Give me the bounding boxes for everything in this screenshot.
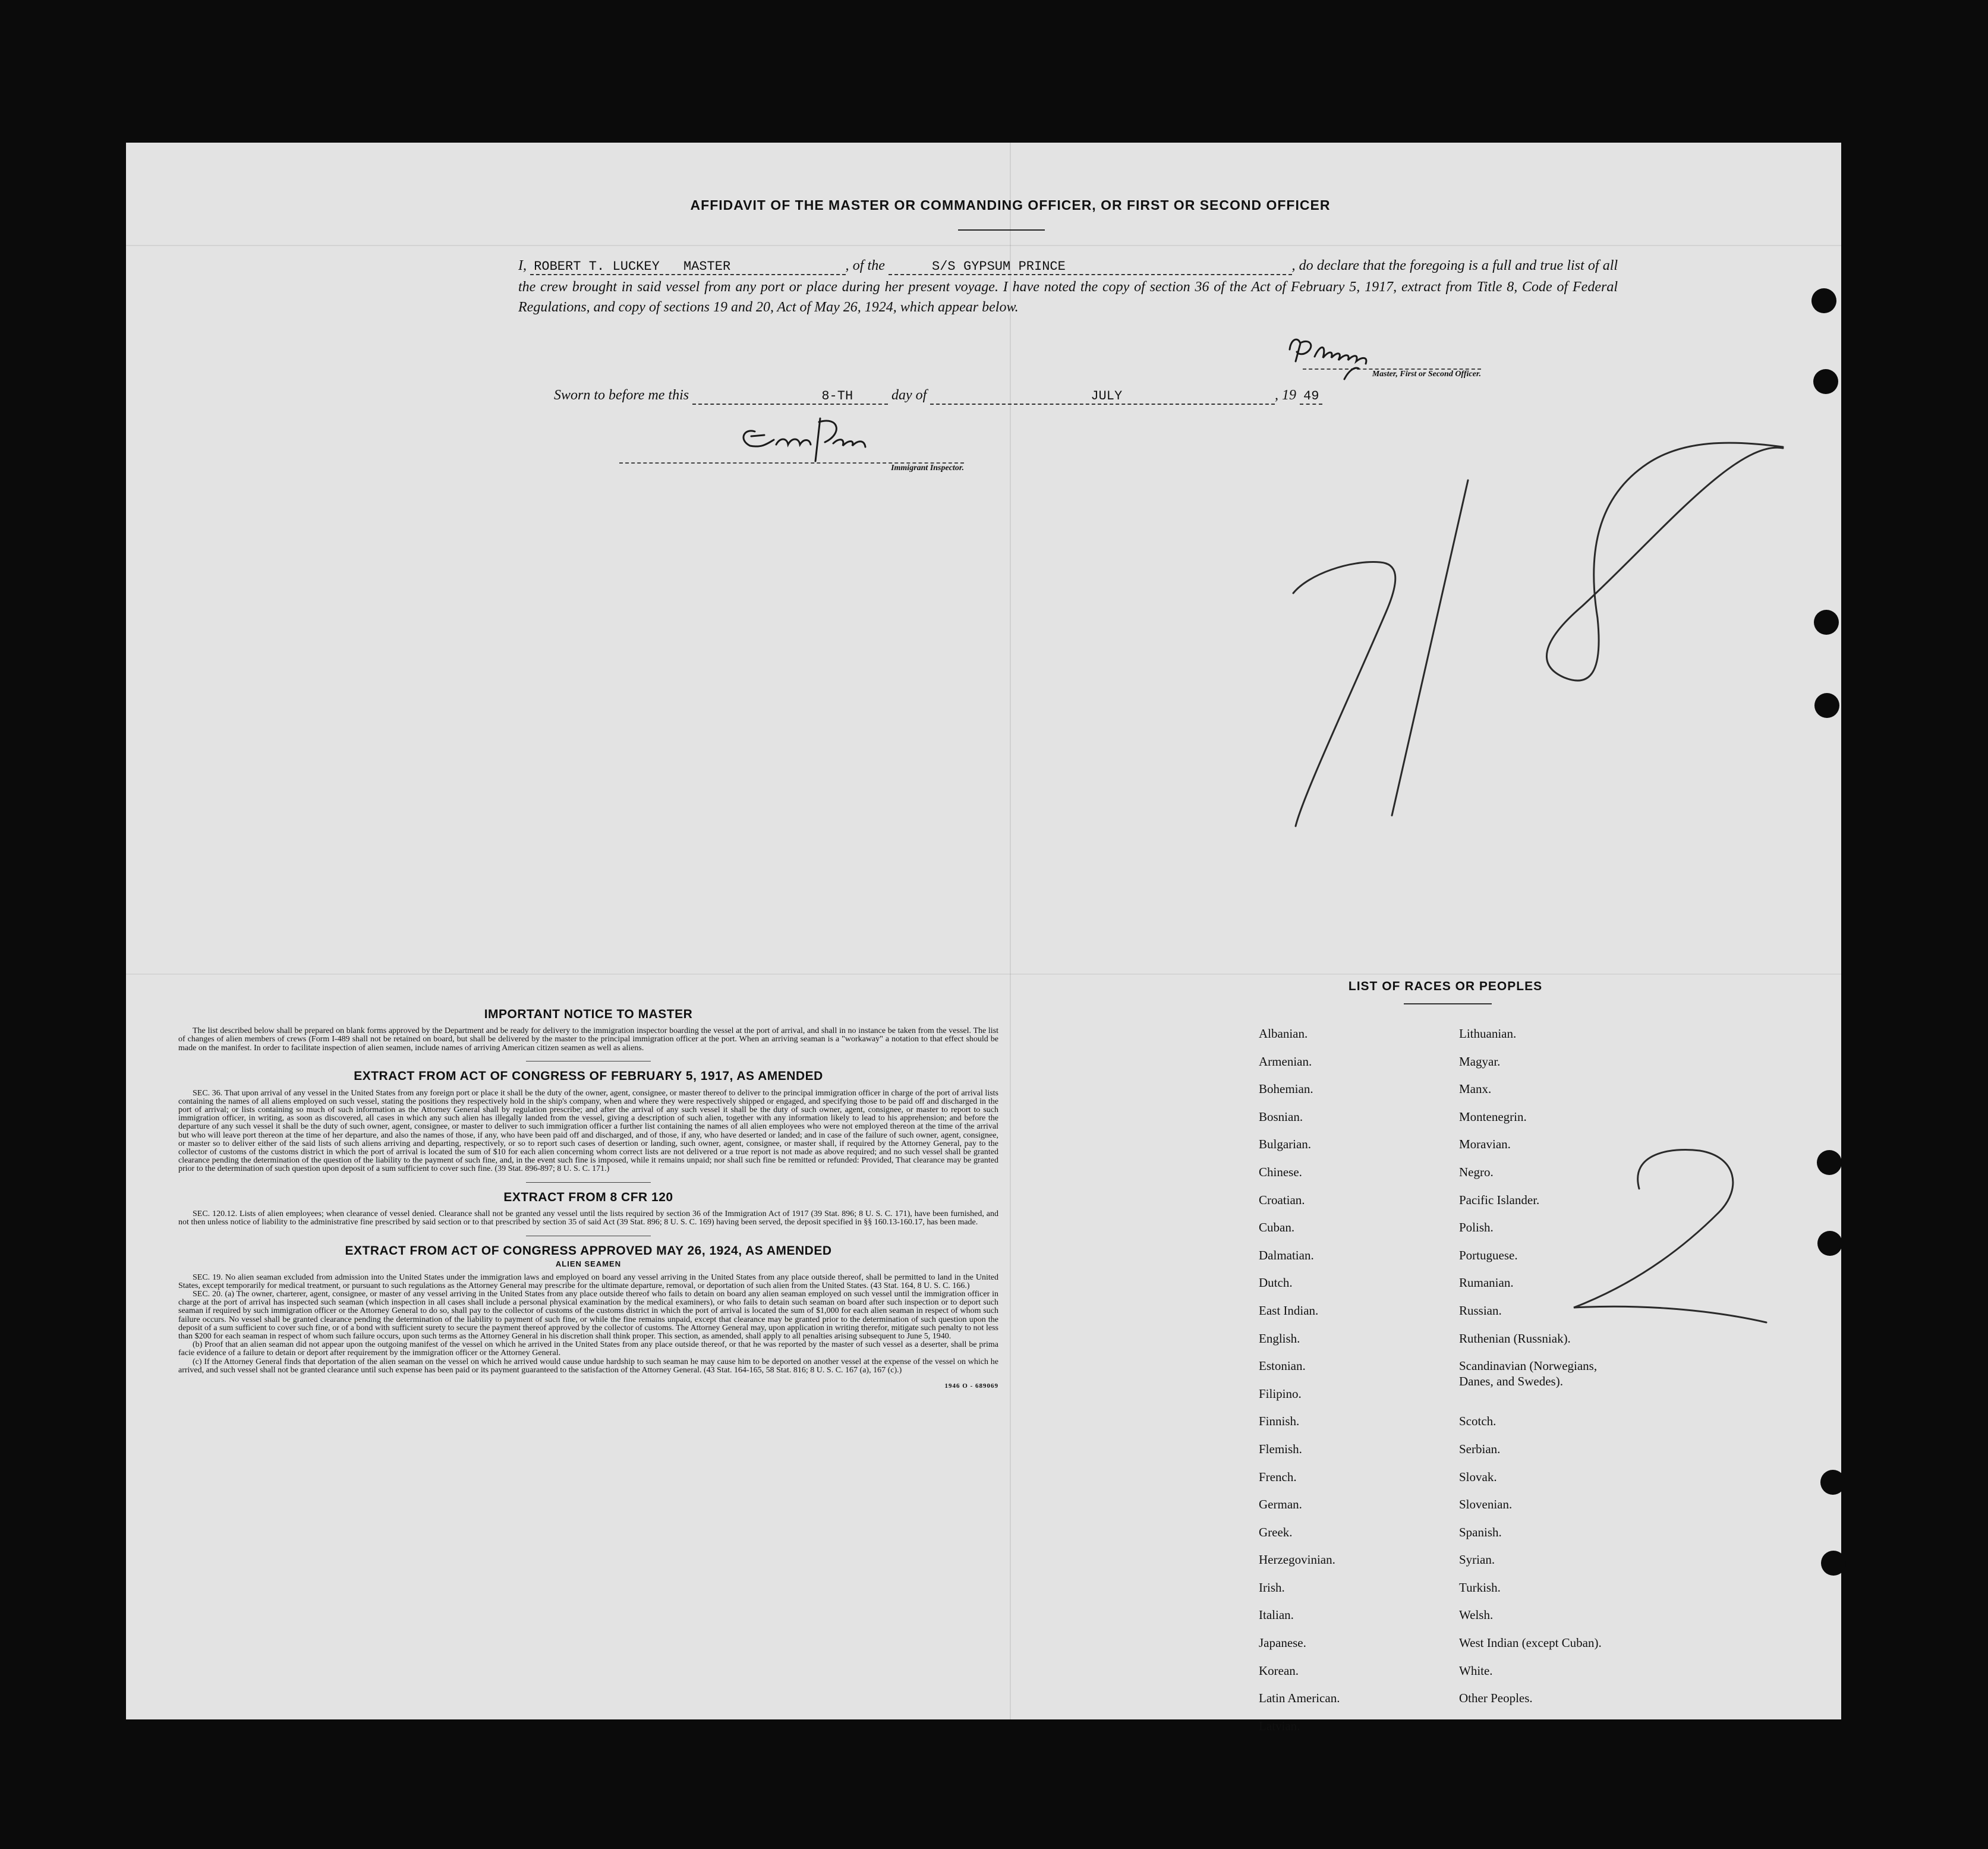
race-item: Japanese. bbox=[1259, 1636, 1306, 1650]
race-item: Spanish. bbox=[1459, 1524, 1502, 1539]
race-item: Irish. bbox=[1259, 1580, 1285, 1595]
race-item: Armenian. bbox=[1259, 1054, 1312, 1069]
section2-text: SEC. 120.12. Lists of alien employees; when clearance of vessel denied. Clearance shall not be granted any vessel until the lists required by section 36 of the Immigration Act of 1917 (39 Stat. 896; 8 U. S. C. 171), have been furnished, and not then unless notice of liability to the administrative fine prescribed by said section or to that prescribed by section 35 of said Act (39 Stat. 896; 8 U. S. C. 169) having been served, the deposit specified in §§ 160.13-160.17, has been made. bbox=[178, 1209, 998, 1227]
race-item: Albanian. bbox=[1259, 1026, 1308, 1041]
i-label: I, bbox=[518, 258, 527, 273]
races-column-1 bbox=[1259, 1026, 1340, 1746]
section1-title: EXTRACT FROM ACT OF CONGRESS OF FEBRUARY 5, 1917, AS AMENDED bbox=[354, 1069, 823, 1083]
race-item: Manx. bbox=[1459, 1082, 1492, 1097]
races-title: LIST OF RACES OR PEOPLES bbox=[1348, 979, 1543, 993]
race-item bbox=[1459, 1386, 1602, 1414]
race-item: Welsh. bbox=[1459, 1608, 1494, 1623]
race-item: French. bbox=[1259, 1469, 1297, 1484]
race-item: Lithuanian. bbox=[1459, 1026, 1517, 1041]
race-item: English. bbox=[1259, 1331, 1300, 1346]
notice-intro: The list described below shall be prepared on blank forms approved by the Department and be ready for delivery to the immigration inspector boarding the vessel at the port of arrival, and shall in no instance be taken from the vessel. The list of changes of alien members of crews (Form I-489 shall not be retained on board, but shall be delivered by the master to the principal immigration officer at the port. When an arriving seaman is a "workaway" a notation to that effect should be made on the manifest. In order to facilitate inspection of alien seamen, include names of arriving American citizen seamen as well as aliens. bbox=[178, 1026, 998, 1053]
race-item: Montenegrin. bbox=[1459, 1109, 1527, 1124]
race-item: Estonian. bbox=[1259, 1359, 1306, 1374]
race-item: Portuguese. bbox=[1459, 1248, 1518, 1262]
race-item: Herzegovinian. bbox=[1259, 1552, 1335, 1567]
race-item: Polish. bbox=[1459, 1220, 1494, 1235]
race-item: German. bbox=[1259, 1497, 1302, 1512]
notice-separator bbox=[526, 1061, 651, 1062]
race-item: Turkish. bbox=[1459, 1580, 1501, 1595]
punch-hole bbox=[1814, 610, 1839, 635]
top-rule bbox=[126, 245, 1841, 246]
officer-name: ROBERT T. LUCKEY MASTER bbox=[530, 259, 845, 275]
section3-paragraph-4: (c) If the Attorney General finds that deportation of the alien seaman on the vessel on which he arrived would cause undue hardship to such seaman he may cause him to be deported on another vessel at the expense of the vessel on which he arrived, and such vessel shall not be granted clearance until such expense has been paid or its payment guaranteed to the satisfaction of the Attorney General. (43 Stat. 164-165, 58 Stat. 816; 8 U. S. C. 167 (a), 167 (c).) bbox=[178, 1357, 998, 1375]
race-item: Ruthenian (Russniak). bbox=[1459, 1331, 1571, 1346]
race-item: East Indian. bbox=[1259, 1303, 1319, 1318]
punch-hole bbox=[1813, 369, 1838, 394]
race-item: Magyar. bbox=[1459, 1054, 1501, 1069]
punch-hole bbox=[1817, 1231, 1842, 1256]
race-item: Negro. bbox=[1459, 1164, 1494, 1179]
race-item: Chinese. bbox=[1259, 1164, 1302, 1179]
section3-paragraph-3: (b) Proof that an alien seaman did not appear upon the outgoing manifest of the vessel on which he arrived in the United States from any place outside thereof, or that he was reported by the master of such vessel as a deserter, shall be prima facie evidence of a failure to detain or deport after requirement by the immigration officer or the Attorney General. bbox=[178, 1340, 998, 1358]
race-item: White. bbox=[1459, 1663, 1493, 1678]
race-item: Dutch. bbox=[1259, 1275, 1293, 1290]
of-the-label: , of the bbox=[845, 258, 885, 273]
race-item: Flemish. bbox=[1259, 1441, 1302, 1456]
punch-hole bbox=[1820, 1470, 1845, 1495]
print-code: 1946 O - 689069 bbox=[944, 1382, 998, 1390]
race-item: Korean. bbox=[1259, 1663, 1299, 1678]
race-item: Slovak. bbox=[1459, 1469, 1497, 1484]
sworn-month: JULY bbox=[930, 389, 1275, 405]
inspector-caption: Immigrant Inspector. bbox=[891, 464, 964, 473]
master-caption: Master, First or Second Officer. bbox=[1372, 370, 1481, 379]
races-underline bbox=[1404, 1003, 1492, 1004]
race-item: Latvian. bbox=[1259, 1718, 1300, 1733]
sworn-day: 8-TH bbox=[692, 389, 888, 405]
section2-title: EXTRACT FROM 8 CFR 120 bbox=[503, 1190, 673, 1205]
race-item: Russian. bbox=[1459, 1303, 1502, 1318]
race-item: Serbian. bbox=[1459, 1441, 1501, 1456]
section3-paragraph-1: SEC. 19. No alien seaman excluded from admission into the United States under the immigration laws and employed on board any vessel arriving in the United States from any place outside thereof, shall be permitted to land in the United States, except temporarily for medical treatment, or pursuant to such regulations as the Attorney General may prescribe for the ultimate departure, removal, or deportation of such alien from the United States. (43 Stat. 164, 8 U. S. C. 166.) bbox=[178, 1272, 998, 1290]
section3-title: EXTRACT FROM ACT OF CONGRESS APPROVED MAY 26, 1924, AS AMENDED bbox=[345, 1244, 832, 1258]
race-item: Other Peoples. bbox=[1459, 1691, 1533, 1706]
race-item: Bohemian. bbox=[1259, 1082, 1313, 1097]
inspector-signature-block bbox=[619, 434, 964, 473]
notice-title: IMPORTANT NOTICE TO MASTER bbox=[484, 1007, 693, 1021]
race-item: Latin American. bbox=[1259, 1691, 1340, 1706]
vertical-fold bbox=[1010, 143, 1011, 1719]
race-item: Slovenian. bbox=[1459, 1497, 1513, 1512]
section3-subtitle: ALIEN SEAMEN bbox=[555, 1259, 622, 1269]
punch-hole bbox=[1817, 1150, 1842, 1175]
year-suffix: 49 bbox=[1300, 389, 1322, 405]
section2-separator bbox=[526, 1236, 651, 1237]
section3-paragraph-2: SEC. 20. (a) The owner, charterer, agent, consignee, or master of any vessel arriving in the United States from any place outside thereof who fails to detain on board any alien seaman employed on such vessel until the immigration officer in charge at the port of arrival has inspected such seaman (which inspection in all cases shall include a personal physical examination by the medical examiners), or who fails to detain such seaman on board after such inspection or to deport such seaman if required by such immigration officer or the Attorney General to do so, shall pay to the collector of customs of the customs district in which the port of arrival is located the sum of $1,000 for each alien seaman in respect of whom such failure occurs. No vessel shall be granted clearance pending the determination of the liability to payment of such fine, or while the fine remains unpaid, except that clearance may be granted prior to the determination of such question upon the deposit of a sum sufficient to cover such fine, or of a bond with sufficient surety to secure the payment thereof approved by the collector of customs. The Attorney General may, upon application in writing therefor, mitigate such penalty to not less than $200 for each seaman in respect of whom such failure occurs, upon such terms as the Attorney General in his discretion shall think proper. This section, as amended, shall apply to all penalties arising subsequent to June 5, 1940. bbox=[178, 1289, 998, 1341]
punch-hole bbox=[1811, 288, 1836, 313]
race-item: Bosnian. bbox=[1259, 1109, 1303, 1124]
section1-separator bbox=[526, 1182, 651, 1183]
race-item: Moravian. bbox=[1459, 1137, 1511, 1152]
race-item: Rumanian. bbox=[1459, 1275, 1514, 1290]
race-item: Finnish. bbox=[1259, 1414, 1300, 1429]
section1-text: SEC. 36. That upon arrival of any vessel in the United States from any foreign port or place it shall be the duty of the owner, agent, consignee, or master thereof to deliver to the principal immigration officer in charge of the port of arrival lists containing the names of all aliens employed on such vessel, stating the positions they respectively hold in the ship's company, when and where they were respectively shipped or engaged, and specifying those to be paid off and discharged in the port of arrival; or lists containing so much of such information as the Attorney General shall by regulation prescribe; and after the arrival of any such vessel it shall be the duty of such owner, agent, consignee, or master to report to such immigration officer, in writing, as soon as discovered, all cases in which any such alien has illegally landed from the vessel, giving a description of such alien, together with any information likely to lead to his apprehension; and before the departure of any such vessel it shall be the duty of such owner, agent, consignee, or master to deliver to such immigration officer a further list containing the names of all alien employees who were not employed thereon at the time of the arrival but who will leave port thereon at the time of her departure, and also the names of those, if any, who have been paid off and discharged, and of those, if any, who have deserted or landed; and in case of the failure of such owner, agent, consignee, or master so to deliver either of the said lists of such aliens arriving and departing, respectively, or so to report such cases of desertion or landing, such owner, agent, consignee, or master shall, if required by the Attorney General, pay to the collector of customs of the customs district in which the port of arrival is located the sum of $10 for each alien concerning whom correct lists are not delivered or a true report is not made as above required; and no such vessel shall be granted clearance pending the determination of the question of the liability to the payment of such fine, and, in the event such fine is imposed, while it remains unpaid; nor shall such fine be remitted or refunded: Provided, That clearance may be granted prior to the determination of such question upon deposit of a sum sufficient to cover such fine. (39 Stat. 896-897; 8 U. S. C. 171.) bbox=[178, 1088, 998, 1174]
punch-hole bbox=[1814, 693, 1839, 718]
race-item: Pacific Islander. bbox=[1459, 1192, 1540, 1207]
race-item: Italian. bbox=[1259, 1608, 1294, 1623]
count-two-icon bbox=[1574, 1149, 1766, 1322]
race-item: Croatian. bbox=[1259, 1192, 1305, 1207]
day-of-label: day of bbox=[891, 388, 927, 403]
race-item: Cuban. bbox=[1259, 1220, 1295, 1235]
race-item: Syrian. bbox=[1459, 1552, 1495, 1567]
declaration-paragraph bbox=[518, 256, 1618, 317]
race-item: Scotch. bbox=[1459, 1414, 1496, 1429]
notice-to-master bbox=[178, 1007, 998, 1390]
fraction-seven-eight-icon bbox=[1293, 443, 1783, 826]
document-page bbox=[126, 143, 1841, 1733]
punch-hole bbox=[1821, 1551, 1846, 1576]
master-signature-block bbox=[1303, 339, 1481, 379]
horizontal-fold bbox=[126, 974, 1841, 975]
sworn-label: Sworn to before me this bbox=[554, 388, 689, 403]
race-item: Dalmatian. bbox=[1259, 1248, 1314, 1262]
race-item: West Indian (except Cuban). bbox=[1459, 1636, 1602, 1650]
affidavit-title: AFFIDAVIT OF THE MASTER OR COMMANDING OFFICER, OR FIRST OR SECOND OFFICER bbox=[690, 197, 1331, 213]
declaration-text: , do declare that the foregoing is a full and true list of all the crew brought in said vessel from any port or place during her present voyage. I have noted the copy of section 36 of the Act of February 5, 1917, extract from Title 8, Code of Federal Regulations, and copy of sections 19 and 20, Act of May 26, 1924, which appear below. bbox=[518, 258, 1618, 315]
sworn-line bbox=[554, 388, 1322, 404]
year-prefix: , 19 bbox=[1275, 388, 1296, 403]
race-item: Filipino. bbox=[1259, 1386, 1302, 1401]
races-column-2 bbox=[1459, 1026, 1602, 1718]
title-underline bbox=[958, 229, 1045, 231]
race-item: Bulgarian. bbox=[1259, 1137, 1312, 1152]
race-item: Scandinavian (Norwegians, Danes, and Swedes). bbox=[1459, 1359, 1598, 1389]
race-item: Greek. bbox=[1259, 1524, 1293, 1539]
vessel-name: S/S GYPSUM PRINCE bbox=[889, 259, 1291, 275]
